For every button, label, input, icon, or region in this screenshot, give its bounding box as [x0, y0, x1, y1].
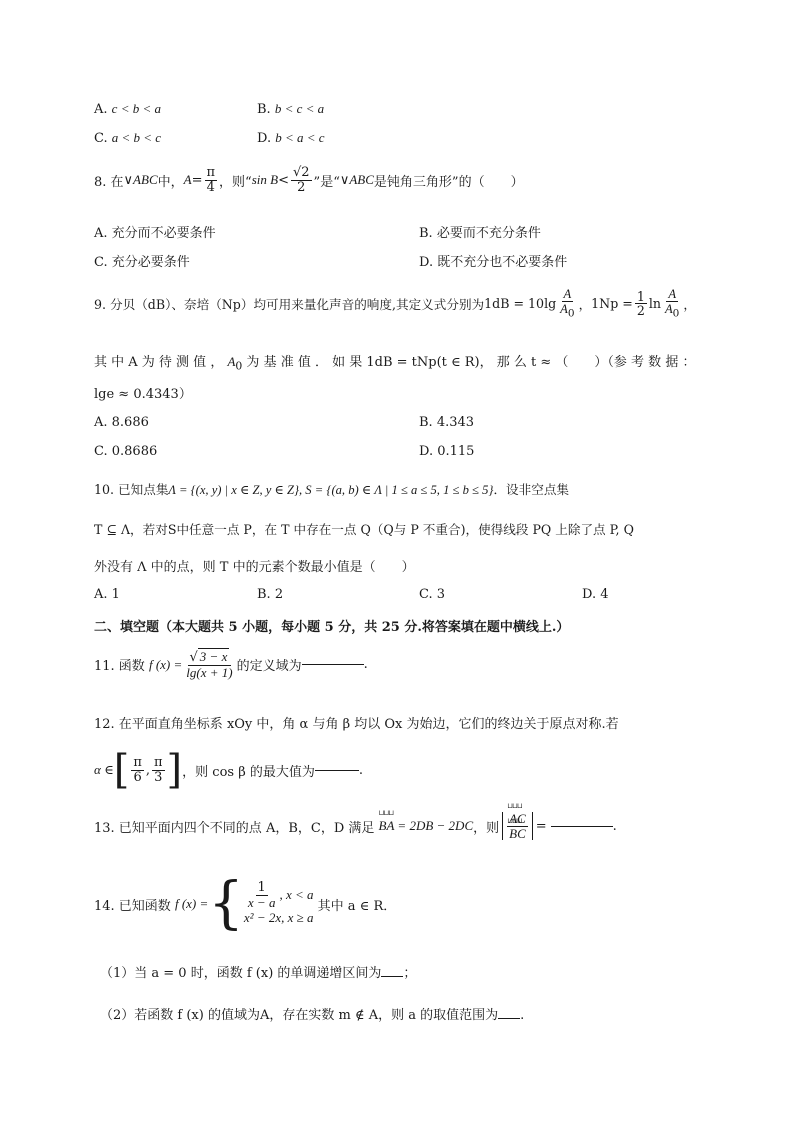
section-heading-fill-in: 二、填空题（本大题共 5 小题，每小题 5 分，共 25 分.将答案填在题中横线上.） — [94, 620, 570, 635]
pi-over-4-fraction: $\frac{\pi}{4}$ — [206, 165, 216, 195]
q10-stem-line2: T ⊆ Λ，若对S中任意一点 P，在 T 中存在一点 Q（Q与 P 不重合)，使得线段 PQ 上除了点 P, Q — [94, 522, 634, 537]
q9-stem-line1: 9. 分贝（dB）、奈培（Np）均可用来量化声音的响度,其定义式分别为 1dB = 10lg $\frac{A}{A_0}$ ， 1Np = $\frac{1}{2}$ ln $\frac{A}{A_0}$ ， — [94, 287, 696, 320]
q9-option-a: A. 8.686 — [94, 415, 149, 430]
q11-fraction: $\frac{√ 3 - x}{\lg(x + 1)}$ — [186, 649, 233, 680]
q10-stem-line3: 外没有 Λ 中的点，则 T 中的元素个数最小值是（ ） — [94, 560, 415, 575]
q14-subquestion-2: （2）若函数 f (x) 的值域为A，存在实数 m ∉ A，则 a 的取值范围为 . — [100, 1008, 525, 1023]
q9-option-b: B. 4.343 — [419, 415, 475, 430]
q14-1-answer-blank[interactable] — [381, 976, 403, 977]
q10-option-b: B. 2 — [257, 587, 284, 602]
q9-option-c: C. 0.8686 — [94, 444, 158, 459]
q13-magnitude-ratio: ⊔⊔⊔ AC ⊔⊔⊔ BC — [502, 812, 533, 840]
q10-option-a: A. 1 — [94, 587, 120, 602]
q8-option-c: C. 充分必要条件 — [94, 255, 190, 270]
q14-subquestion-1: （1）当 a = 0 时，函数 f (x) 的单调递增区间为 ； — [100, 966, 417, 981]
q8-option-b: B. 必要而不充分条件 — [419, 226, 541, 241]
q7-option-d: D. b < a < c — [257, 130, 325, 146]
q12-stem-line2: α ∈ [ $\frac{\pi}{6}$ , $\frac{\pi}{3}$ ] ，则 cos β 的最大值为 . — [94, 747, 363, 793]
q8-option-d: D. 既不充分也不必要条件 — [419, 255, 568, 270]
q9-option-d: D. 0.115 — [419, 444, 475, 459]
one-half-fraction: $\frac{1}{2}$ — [636, 289, 645, 319]
q10-option-c: C. 3 — [419, 587, 446, 602]
q14-piecewise-cases: $\frac{1}{x - a}$ , x < a x² − 2x, x ≥ a — [243, 880, 314, 925]
q12-answer-blank[interactable] — [315, 770, 359, 771]
a-over-a0-fraction: $\frac{A}{A_0}$ — [560, 287, 575, 320]
q10-option-d: D. 4 — [582, 587, 609, 602]
q14-2-answer-blank[interactable] — [498, 1018, 520, 1019]
q11-stem: 11. 函数 f (x) = $\frac{√ 3 - x}{\lg(x + 1)}$ 的定义域为 . — [94, 649, 368, 680]
q11-answer-blank[interactable] — [302, 664, 364, 665]
q9-stem-line2: 其 中 A 为 待 测 值 ， $A_0$ 为 基 准 值 ． 如 果 1dB = tNp(t ∈ R)， 那 么 t ≈ （ ）（参 考 数 据 ： — [94, 354, 696, 373]
q13-answer-blank[interactable] — [551, 826, 613, 827]
q7-option-a: A. c < b < a — [94, 101, 161, 117]
q8-stem: 8. 在 ∨ABC 中， A = $\frac{\pi}{4}$ ，则“ sin B < $\frac{√2}{2}$ ”是“ ∨ABC 是钝角三角形”的（ ） — [94, 165, 524, 195]
sqrt2-over-2-fraction: $\frac{√2}{2}$ — [292, 165, 310, 195]
q10-stem-line1: 10. 已知点集Λ = {(x, y) | x ∈ Z, y ∈ Z}, S = {(a, b) ∈ Λ | 1 ≤ a ≤ 5, 1 ≤ b ≤ 5}．设非空点集 — [94, 482, 569, 497]
a-over-a0-fraction-ln: $\frac{A}{A_0}$ — [664, 287, 680, 320]
q8-option-a: A. 充分而不必要条件 — [94, 226, 216, 241]
q13-stem: 13. 已知平面内四个不同的点 A，B，C，D 满足 ⊔⊔⊔ BA = 2DB − 2DC ，则 ⊔⊔⊔ AC ⊔⊔⊔ BC = . — [94, 812, 617, 840]
q7-option-c: C. a < b < c — [94, 130, 162, 146]
q9-stem-line3: lge ≈ 0.4343） — [94, 387, 192, 402]
q12-stem-line1: 12. 在平面直角坐标系 xOy 中，角 α 与角 β 均以 Ox 为始边，它们的终边关于原点对称.若 — [94, 717, 619, 732]
q14-stem: 14. 已知函数 f (x) = { $\frac{1}{x - a}$ , x < a x² − 2x, x ≥ a 其中 a ∈ R． — [94, 871, 397, 936]
q7-option-b: B. b < c < a — [257, 101, 325, 117]
